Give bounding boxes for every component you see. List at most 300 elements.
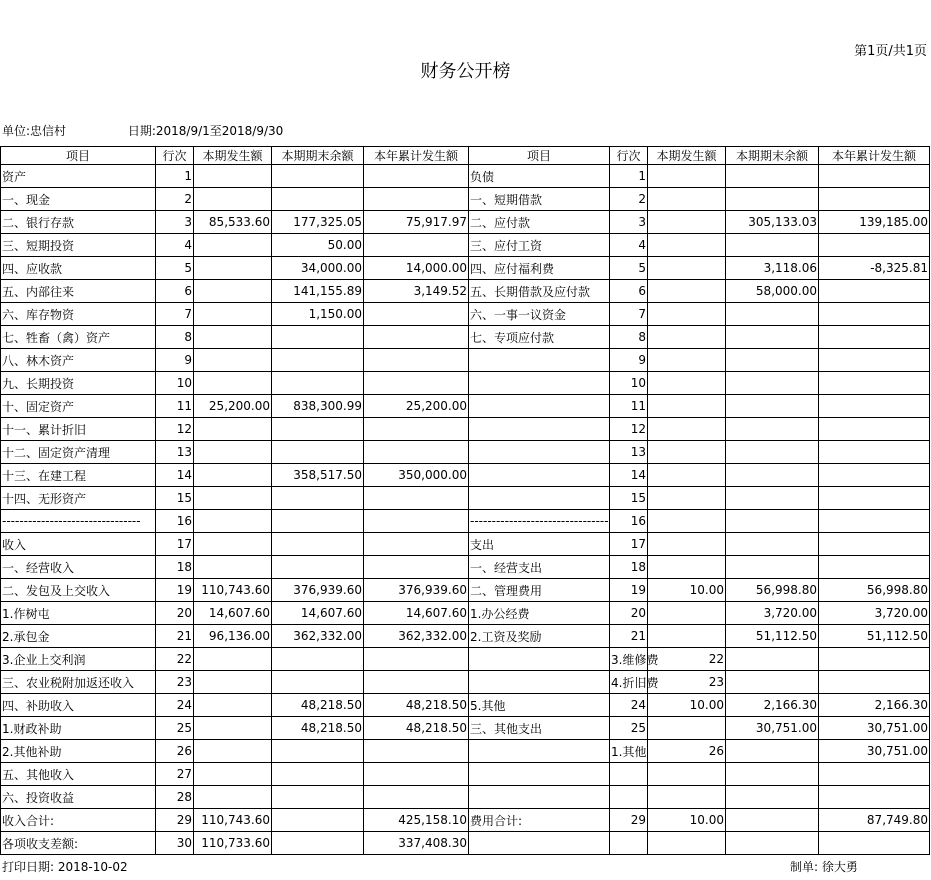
table-cell	[194, 372, 272, 395]
table-row	[1, 625, 930, 648]
table-cell: 7	[156, 303, 194, 326]
table-row	[1, 510, 930, 533]
table-cell: 3.企业上交利润	[1, 648, 156, 671]
table-cell	[819, 326, 930, 349]
table-cell	[469, 395, 610, 418]
table-cell	[726, 349, 819, 372]
table-row	[1, 303, 930, 326]
table-cell	[648, 832, 726, 855]
table-cell: 三、其他支出	[469, 717, 610, 740]
table-cell	[364, 786, 469, 809]
table-cell: 费用合计:	[469, 809, 610, 832]
table-cell: --------------------------------	[1, 510, 156, 533]
table-cell: 3	[610, 211, 648, 234]
table-cell	[819, 349, 930, 372]
table-cell	[364, 740, 469, 763]
table-cell	[648, 234, 726, 257]
table-cell: 1.其他	[610, 740, 648, 763]
table-cell	[364, 326, 469, 349]
table-cell: 6	[610, 280, 648, 303]
table-cell	[272, 533, 364, 556]
table-cell: 48,218.50	[272, 694, 364, 717]
table-cell: 34,000.00	[272, 257, 364, 280]
table-cell: 2	[156, 188, 194, 211]
table-cell	[648, 395, 726, 418]
table-cell: 8	[156, 326, 194, 349]
table-row	[1, 533, 930, 556]
table-cell: 六、库存物资	[1, 303, 156, 326]
table-cell: 22	[648, 648, 726, 671]
table-cell	[272, 671, 364, 694]
table-cell	[272, 418, 364, 441]
table-cell	[648, 786, 726, 809]
table-cell	[194, 533, 272, 556]
column-header: 本年累计发生额	[364, 147, 469, 165]
table-cell: 14	[156, 464, 194, 487]
table-cell: 21	[156, 625, 194, 648]
table-cell: 23	[648, 671, 726, 694]
table-cell	[364, 441, 469, 464]
table-cell	[469, 487, 610, 510]
table-cell	[469, 349, 610, 372]
table-cell	[648, 326, 726, 349]
print-date: 打印日期: 2018-10-02	[2, 860, 128, 874]
table-cell: 2.其他补助	[1, 740, 156, 763]
table-cell	[272, 648, 364, 671]
table-cell: 资产	[1, 165, 156, 188]
table-cell	[194, 234, 272, 257]
table-cell	[726, 372, 819, 395]
table-cell	[272, 188, 364, 211]
table-cell	[194, 303, 272, 326]
table-cell	[364, 234, 469, 257]
table-cell: 二、发包及上交收入	[1, 579, 156, 602]
table-cell: 110,743.60	[194, 579, 272, 602]
unit-label: 单位:忠信村	[2, 124, 67, 138]
table-row	[1, 349, 930, 372]
table-cell: 10	[610, 372, 648, 395]
table-cell	[272, 165, 364, 188]
table-cell	[726, 303, 819, 326]
column-header: 本期发生额	[194, 147, 272, 165]
table-cell	[819, 510, 930, 533]
table-cell	[272, 809, 364, 832]
table-cell	[819, 303, 930, 326]
table-cell: 19	[156, 579, 194, 602]
table-cell	[648, 556, 726, 579]
table-cell: 30,751.00	[726, 717, 819, 740]
table-cell	[648, 372, 726, 395]
table-cell: 28	[156, 786, 194, 809]
table-cell	[194, 464, 272, 487]
table-cell: 3	[156, 211, 194, 234]
table-cell	[648, 165, 726, 188]
table-cell	[272, 740, 364, 763]
table-cell: 3,118.06	[726, 257, 819, 280]
table-cell	[364, 165, 469, 188]
table-cell: 12	[156, 418, 194, 441]
table-cell: 17	[156, 533, 194, 556]
table-cell	[726, 832, 819, 855]
table-cell	[648, 441, 726, 464]
table-cell: 29	[156, 809, 194, 832]
table-cell: 2,166.30	[726, 694, 819, 717]
table-cell: 56,998.80	[726, 579, 819, 602]
table-cell: 14,607.60	[364, 602, 469, 625]
table-cell	[648, 533, 726, 556]
table-cell	[469, 740, 610, 763]
table-cell	[819, 464, 930, 487]
table-cell: --------------------------------	[469, 510, 610, 533]
table-cell	[819, 671, 930, 694]
table-row	[1, 418, 930, 441]
table-cell: 358,517.50	[272, 464, 364, 487]
table-cell	[819, 533, 930, 556]
table-row	[1, 188, 930, 211]
table-cell	[726, 418, 819, 441]
table-cell: 19	[610, 579, 648, 602]
table-cell	[364, 648, 469, 671]
report-meta	[2, 122, 283, 139]
table-cell	[364, 418, 469, 441]
table-cell	[272, 487, 364, 510]
table-cell	[819, 372, 930, 395]
table-cell: 五、内部往来	[1, 280, 156, 303]
table-cell	[194, 349, 272, 372]
table-cell	[194, 556, 272, 579]
table-cell	[726, 326, 819, 349]
table-cell	[364, 556, 469, 579]
table-row	[1, 464, 930, 487]
table-cell: 13	[156, 441, 194, 464]
table-cell: 25	[610, 717, 648, 740]
page-number: 第1页/共1页	[854, 44, 927, 59]
table-cell	[364, 763, 469, 786]
table-cell: 六、一事一议资金	[469, 303, 610, 326]
table-cell: 6	[156, 280, 194, 303]
table-cell: 110,743.60	[194, 809, 272, 832]
table-cell	[726, 487, 819, 510]
table-cell: 2	[610, 188, 648, 211]
table-cell: 51,112.50	[819, 625, 930, 648]
table-cell	[819, 280, 930, 303]
table-row	[1, 234, 930, 257]
table-row	[1, 786, 930, 809]
table-cell	[364, 533, 469, 556]
table-cell: -8,325.81	[819, 257, 930, 280]
table-cell: 1.办公经费	[469, 602, 610, 625]
table-cell: 15	[156, 487, 194, 510]
table-cell: 负债	[469, 165, 610, 188]
table-cell: 一、现金	[1, 188, 156, 211]
table-cell	[610, 832, 648, 855]
table-cell: 11	[610, 395, 648, 418]
table-cell	[610, 786, 648, 809]
table-cell: 九、长期投资	[1, 372, 156, 395]
table-cell	[648, 280, 726, 303]
table-cell	[726, 188, 819, 211]
table-cell	[648, 602, 726, 625]
table-cell	[726, 234, 819, 257]
table-cell: 十一、累计折旧	[1, 418, 156, 441]
column-header: 本期发生额	[648, 147, 726, 165]
table-cell: 12	[610, 418, 648, 441]
table-cell	[726, 671, 819, 694]
table-cell	[819, 763, 930, 786]
table-cell	[648, 349, 726, 372]
table-cell: 八、林木资产	[1, 349, 156, 372]
table-cell	[648, 303, 726, 326]
financial-table	[0, 146, 930, 855]
table-cell: 87,749.80	[819, 809, 930, 832]
table-cell	[726, 786, 819, 809]
table-cell: 26	[648, 740, 726, 763]
table-cell	[364, 671, 469, 694]
table-cell: 10.00	[648, 694, 726, 717]
table-cell	[272, 441, 364, 464]
table-cell: 141,155.89	[272, 280, 364, 303]
table-cell: 305,133.03	[726, 211, 819, 234]
table-cell	[726, 510, 819, 533]
table-cell	[194, 510, 272, 533]
table-cell: 四、补助收入	[1, 694, 156, 717]
table-cell: 十三、在建工程	[1, 464, 156, 487]
table-cell: 5	[156, 257, 194, 280]
column-header: 本年累计发生额	[819, 147, 930, 165]
table-cell: 50.00	[272, 234, 364, 257]
table-cell: 二、管理费用	[469, 579, 610, 602]
table-row	[1, 556, 930, 579]
table-row	[1, 694, 930, 717]
table-row	[1, 740, 930, 763]
table-cell	[194, 717, 272, 740]
table-cell: 14	[610, 464, 648, 487]
table-cell: 2.承包金	[1, 625, 156, 648]
table-row	[1, 395, 930, 418]
table-cell	[726, 165, 819, 188]
table-cell	[819, 786, 930, 809]
table-cell	[726, 441, 819, 464]
table-cell: 15	[610, 487, 648, 510]
table-cell	[194, 740, 272, 763]
table-cell	[194, 671, 272, 694]
table-cell: 1.作树屯	[1, 602, 156, 625]
table-cell	[469, 832, 610, 855]
table-cell: 20	[610, 602, 648, 625]
table-cell: 四、应付福利费	[469, 257, 610, 280]
table-cell: 三、农业税附加返还收入	[1, 671, 156, 694]
table-cell: 10.00	[648, 579, 726, 602]
table-cell: 四、应收款	[1, 257, 156, 280]
table-cell: 各项收支差额:	[1, 832, 156, 855]
table-cell: 425,158.10	[364, 809, 469, 832]
table-cell: 26	[156, 740, 194, 763]
table-cell	[194, 188, 272, 211]
table-cell	[819, 556, 930, 579]
table-cell	[726, 809, 819, 832]
table-cell	[726, 464, 819, 487]
date-range-label: 日期:2018/9/1至2018/9/30	[127, 124, 284, 138]
table-cell: 17	[610, 533, 648, 556]
table-cell	[726, 763, 819, 786]
table-cell: 139,185.00	[819, 211, 930, 234]
table-cell: 2.工资及奖励	[469, 625, 610, 648]
table-cell	[364, 188, 469, 211]
table-cell	[364, 303, 469, 326]
table-cell: 1	[610, 165, 648, 188]
table-row	[1, 602, 930, 625]
table-cell: 25,200.00	[194, 395, 272, 418]
table-cell: 一、经营收入	[1, 556, 156, 579]
table-cell: 3,720.00	[819, 602, 930, 625]
table-cell	[272, 763, 364, 786]
table-cell: 二、银行存款	[1, 211, 156, 234]
table-row	[1, 441, 930, 464]
table-cell	[819, 165, 930, 188]
table-cell: 3,149.52	[364, 280, 469, 303]
table-header-row	[1, 147, 930, 165]
table-cell	[272, 372, 364, 395]
table-cell: 10.00	[648, 809, 726, 832]
table-cell: 11	[156, 395, 194, 418]
table-cell: 18	[610, 556, 648, 579]
table-cell	[648, 188, 726, 211]
table-cell	[610, 763, 648, 786]
table-cell	[819, 395, 930, 418]
table-cell: 48,218.50	[364, 694, 469, 717]
table-cell	[648, 418, 726, 441]
table-cell: 六、投资收益	[1, 786, 156, 809]
table-cell: 4.折旧费	[610, 671, 648, 694]
table-cell: 1	[156, 165, 194, 188]
table-row	[1, 257, 930, 280]
table-cell	[469, 763, 610, 786]
table-row	[1, 763, 930, 786]
table-cell: 27	[156, 763, 194, 786]
table-cell: 一、短期借款	[469, 188, 610, 211]
table-cell	[194, 694, 272, 717]
table-cell: 1,150.00	[272, 303, 364, 326]
table-cell: 177,325.05	[272, 211, 364, 234]
maker-label: 制单: 徐大勇	[790, 860, 858, 874]
table-cell: 支出	[469, 533, 610, 556]
table-row	[1, 372, 930, 395]
table-cell	[648, 487, 726, 510]
table-cell: 110,733.60	[194, 832, 272, 855]
table-cell: 362,332.00	[272, 625, 364, 648]
table-cell	[648, 510, 726, 533]
column-header: 行次	[610, 147, 648, 165]
table-cell	[194, 418, 272, 441]
table-cell	[819, 441, 930, 464]
table-cell	[272, 326, 364, 349]
table-cell	[469, 786, 610, 809]
table-row	[1, 280, 930, 303]
table-cell: 10	[156, 372, 194, 395]
table-cell: 五、长期借款及应付款	[469, 280, 610, 303]
table-cell	[726, 648, 819, 671]
table-cell	[819, 832, 930, 855]
table-cell	[194, 165, 272, 188]
table-cell: 三、短期投资	[1, 234, 156, 257]
table-cell: 5.其他	[469, 694, 610, 717]
table-cell: 29	[610, 809, 648, 832]
column-header: 项目	[1, 147, 156, 165]
table-cell: 十、固定资产	[1, 395, 156, 418]
table-cell: 16	[156, 510, 194, 533]
table-cell: 376,939.60	[364, 579, 469, 602]
table-cell	[648, 464, 726, 487]
column-header: 行次	[156, 147, 194, 165]
table-cell: 30,751.00	[819, 740, 930, 763]
table-cell: 收入	[1, 533, 156, 556]
table-cell	[194, 763, 272, 786]
table-cell: 一、经营支出	[469, 556, 610, 579]
table-cell: 2,166.30	[819, 694, 930, 717]
table-row	[1, 832, 930, 855]
table-cell	[648, 257, 726, 280]
table-row	[1, 165, 930, 188]
table-cell	[272, 832, 364, 855]
table-cell	[194, 257, 272, 280]
table-cell: 七、牲畜（禽）资产	[1, 326, 156, 349]
table-cell: 五、其他收入	[1, 763, 156, 786]
table-cell: 96,136.00	[194, 625, 272, 648]
table-cell: 48,218.50	[272, 717, 364, 740]
table-cell	[648, 211, 726, 234]
table-cell	[194, 280, 272, 303]
table-cell: 5	[610, 257, 648, 280]
table-cell: 1.财政补助	[1, 717, 156, 740]
table-cell: 8	[610, 326, 648, 349]
table-cell	[726, 740, 819, 763]
table-cell	[469, 464, 610, 487]
table-cell	[819, 234, 930, 257]
table-cell	[364, 510, 469, 533]
table-cell	[272, 786, 364, 809]
table-cell: 362,332.00	[364, 625, 469, 648]
table-cell: 30	[156, 832, 194, 855]
table-cell: 21	[610, 625, 648, 648]
table-cell	[726, 556, 819, 579]
table-cell: 58,000.00	[726, 280, 819, 303]
table-cell: 30,751.00	[819, 717, 930, 740]
table-cell: 七、专项应付款	[469, 326, 610, 349]
table-cell: 376,939.60	[272, 579, 364, 602]
table-cell: 4	[610, 234, 648, 257]
table-cell	[194, 326, 272, 349]
table-cell: 二、应付款	[469, 211, 610, 234]
table-cell: 25,200.00	[364, 395, 469, 418]
table-cell: 13	[610, 441, 648, 464]
table-cell: 7	[610, 303, 648, 326]
table-cell: 9	[156, 349, 194, 372]
table-cell: 23	[156, 671, 194, 694]
table-cell: 24	[610, 694, 648, 717]
table-cell: 24	[156, 694, 194, 717]
report-title: 财务公开榜	[420, 61, 511, 82]
table-row	[1, 671, 930, 694]
table-cell	[648, 717, 726, 740]
table-cell	[726, 533, 819, 556]
table-cell: 14,607.60	[194, 602, 272, 625]
table-cell	[648, 625, 726, 648]
table-cell	[819, 648, 930, 671]
table-cell: 838,300.99	[272, 395, 364, 418]
table-cell: 20	[156, 602, 194, 625]
column-header: 项目	[469, 147, 610, 165]
table-cell: 85,533.60	[194, 211, 272, 234]
